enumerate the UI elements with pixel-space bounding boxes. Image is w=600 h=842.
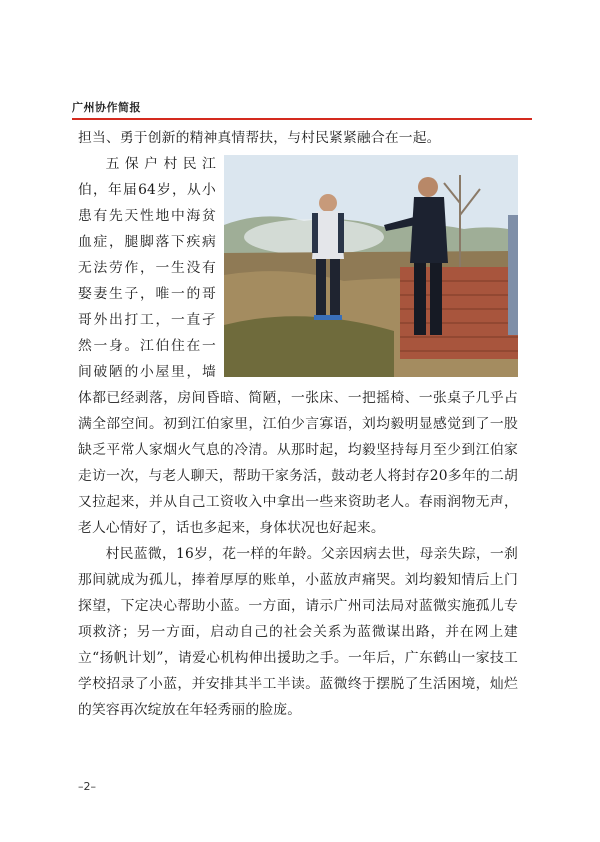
paragraph-continuation: 担当、勇于创新的精神真情帮扶，与村民紧紧融合在一起。 (78, 130, 441, 146)
page-number: –2– (78, 780, 96, 793)
page-header (72, 96, 532, 120)
article-body (78, 125, 518, 723)
paragraph-lanwei: 村民蓝微，16岁，花一样的年龄。父亲因病去世，母亲失踪，一刹那间就成为孤儿，捧着厚厚的账单，小蓝放声痛哭。刘均毅知情后上门探望，下定决心帮助小蓝。一方面，请示广州司法局对蓝微实施孤儿专项救济；另一方面，启动自己的社会关系为蓝微谋出路，并在网上建立“扬帆计划”，请爱心机构伸出援助之手。一年后，广东鹤山一家技工学校招录了小蓝，并安排其半工半读。蓝微终于摆脱了生活困境，灿烂的笑容再次绽放在年轻秀丽的脸庞。 (78, 546, 518, 718)
article-photo (224, 155, 518, 377)
photo-illustration (224, 155, 518, 377)
paragraph-jiangbo: 五保户村民江伯，年届64岁，从小患有先天性地中海贫血症，腿脚落下疾病无法劳作，一生没有娶妻生子，唯一的哥哥外出打工，一直孑然一身。江伯住在一间破陋的小屋里，墙体都已经剥落，房间昏暗、简陋，一张床、一把摇椅、一张桌子几乎占满全部空间。初到江伯家里，江伯少言寡语，刘均毅明显感觉到了一股缺乏平常人家烟火气息的冷清。从那时起，均毅坚持每月至少到江伯家走访一次，与老人聊天，帮助干家务活，鼓动老人将封存20多年的二胡又拉起来，并从自己工资收入中拿出一些来资助老人。春雨润物无声，老人心情好了，话也多起来，身体状况也好起来。 (78, 156, 518, 536)
header-title: 广州协作简报 (72, 101, 141, 114)
